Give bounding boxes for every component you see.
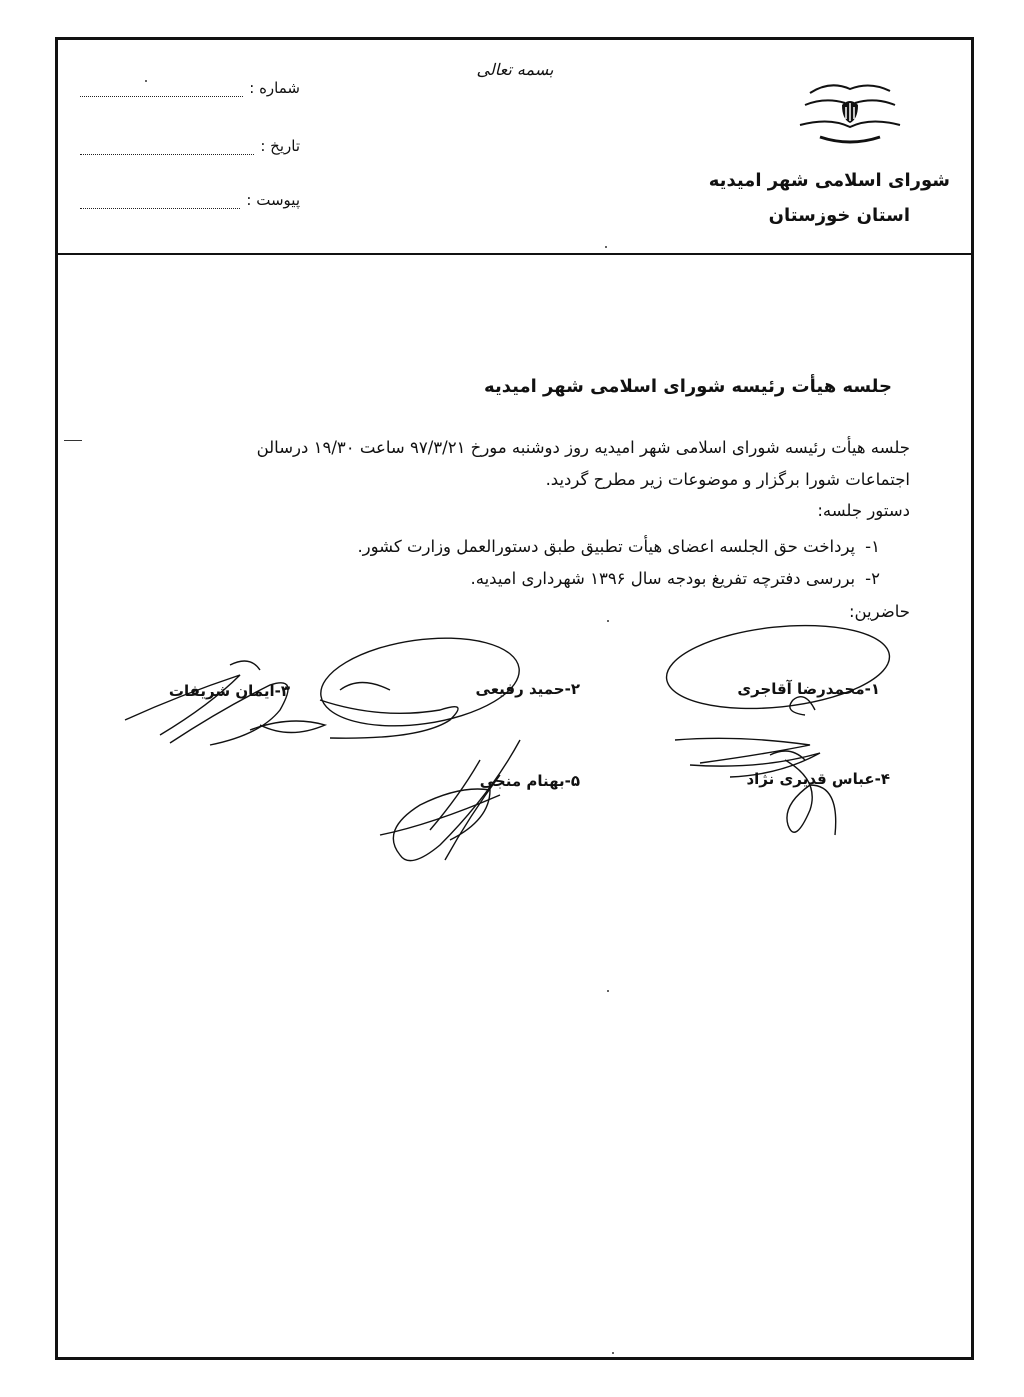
scan-mark — [64, 440, 82, 441]
number-value-line — [80, 84, 243, 97]
signature-5 — [370, 735, 530, 870]
attendee-3: ۳-ایمان شریفات — [168, 682, 290, 700]
scan-speck — [607, 990, 609, 992]
attachment-value-line — [80, 196, 240, 209]
scan-speck — [607, 620, 609, 622]
scan-speck — [605, 246, 607, 248]
number-field — [80, 73, 300, 97]
signature-2 — [300, 630, 540, 750]
agenda-item-2 — [300, 562, 880, 596]
attendee-1: ۱-محمدرضا آقاجری — [737, 680, 880, 698]
province-name: استان خوزستان — [768, 205, 910, 226]
attachment-label: پیوست : — [246, 191, 300, 209]
signature-3 — [120, 655, 330, 750]
intro-line-1: جلسه هیأت رئیسه شورای اسلامی شهر امیدیه روز دوشنبه مورخ ۹۷/۳/۲۱ ساعت ۱۹/۳۰ درسالن — [256, 438, 910, 457]
meeting-title: جلسه هیأت رئیسه شورای اسلامی شهر امیدیه — [484, 376, 892, 397]
date-value-line — [80, 142, 254, 155]
date-label: تاریخ : — [260, 137, 300, 155]
agenda-item-text: پرداخت حق الجلسه اعضای هیأت تطبیق طبق دستورالعمل وزارت کشور. — [357, 537, 856, 556]
date-field — [80, 131, 300, 155]
agenda-item-number: ۲- — [865, 569, 880, 588]
scan-speck — [612, 1352, 614, 1354]
agenda-label: دستور جلسه: — [817, 501, 910, 520]
signature-1 — [665, 620, 895, 720]
agenda-item-text: بررسی دفترچه تفریغ بودجه سال ۱۳۹۶ شهرداری امیدیه. — [470, 569, 856, 588]
attendee-4: ۴-عباس قدیری نژاد — [746, 770, 890, 788]
scan-speck — [145, 80, 147, 82]
attendees-label: حاضرین: — [848, 602, 910, 621]
attendee-5: ۵-بهنام منجی — [479, 772, 580, 790]
attachment-field — [80, 185, 300, 209]
attendee-2: ۲-حمید رفیعی — [475, 680, 580, 698]
header-divider — [55, 253, 974, 255]
agenda-item-number: ۱- — [865, 537, 880, 556]
iran-emblem-icon — [790, 75, 910, 155]
number-label: شماره : — [249, 79, 300, 97]
signature-4 — [670, 725, 870, 855]
invocation: بسمه تعالی — [476, 60, 554, 79]
org-name: شورای اسلامی شهر امیدیه — [708, 170, 950, 191]
intro-line-2: اجتماعات شورا برگزار و موضوعات زیر مطرح گردید. — [545, 470, 910, 489]
agenda-item-1 — [300, 530, 880, 564]
